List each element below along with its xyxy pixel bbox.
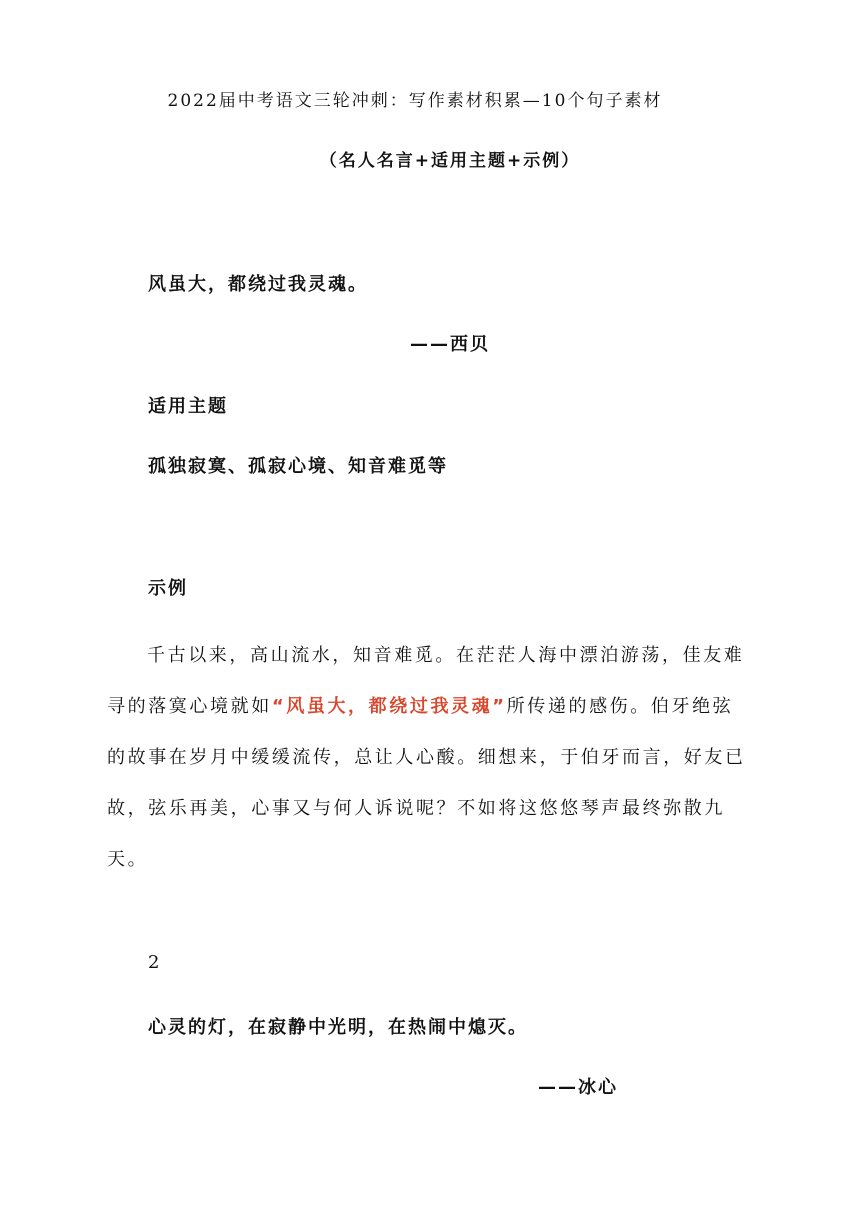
entry-number-2: 2 — [148, 952, 162, 973]
quote-2-author: ——冰心 — [538, 1077, 618, 1098]
example-text-start: 千古以来，高山流水，知音难觅。在茫茫人海中漂泊游荡，佳友难寻的落寞心境就如 — [107, 645, 745, 717]
example-text-end: 所传递的感伤。伯牙绝弦的故事在岁月中缓缓流传，总让人心酸。细想来，于伯牙而言，好友已故，弦乐再美，心事又与何人诉说呢？不如将这悠悠琴声最终弥散九天。 — [107, 696, 746, 870]
quote-1-author: ——西贝 — [410, 334, 490, 355]
example-highlighted-quote: “风虽大，都绕过我灵魂” — [271, 696, 507, 717]
quote-1: 风虽大，都绕过我灵魂。 — [148, 274, 368, 295]
document-title: 2022届中考语文三轮冲刺：写作素材积累—10个句子素材 — [167, 91, 663, 111]
themes-1: 孤独寂寞、孤寂心境、知音难觅等 — [148, 456, 448, 477]
example-heading-1: 示例 — [148, 578, 188, 599]
theme-heading-1: 适用主题 — [148, 396, 228, 417]
example-paragraph-1 — [107, 630, 747, 885]
quote-2: 心灵的灯，在寂静中光明，在热闹中熄灭。 — [148, 1017, 528, 1038]
document-subtitle: （名人名言+适用主题+示例） — [319, 151, 581, 171]
